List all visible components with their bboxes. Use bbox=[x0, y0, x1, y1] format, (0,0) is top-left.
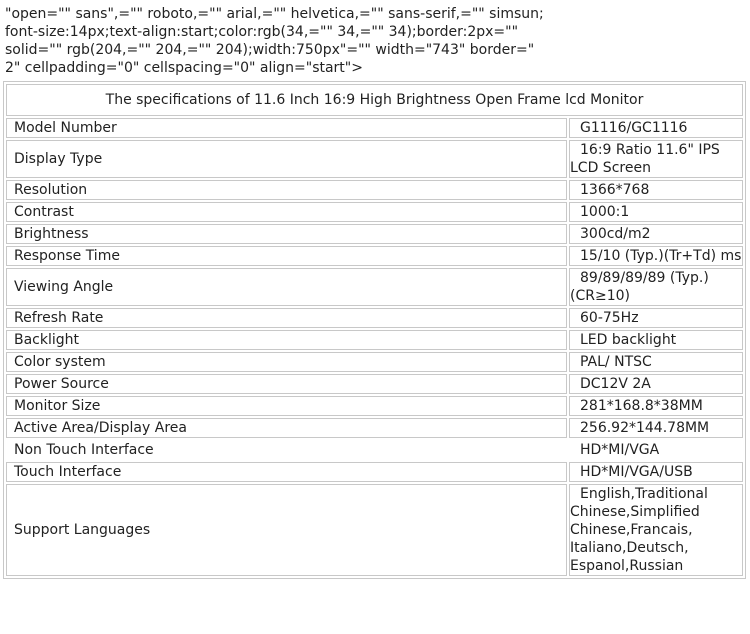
spec-value bbox=[569, 308, 743, 328]
table-title-row bbox=[6, 84, 743, 116]
table-row bbox=[6, 462, 743, 482]
spec-label: Active Area/Display Area bbox=[6, 418, 567, 438]
spec-value-text: 256.92*144.78MM bbox=[580, 420, 710, 436]
spec-value bbox=[569, 440, 743, 460]
spec-label: Contrast bbox=[6, 202, 567, 222]
spec-value-text: LED backlight bbox=[580, 332, 677, 348]
spec-value bbox=[569, 118, 743, 138]
table-row bbox=[6, 202, 743, 222]
spec-value-text: PAL/ NTSC bbox=[580, 354, 652, 370]
spec-value bbox=[569, 462, 743, 482]
spec-value-text: DC12V 2A bbox=[580, 376, 651, 392]
spec-value bbox=[569, 224, 743, 244]
spec-value bbox=[569, 180, 743, 200]
spec-value bbox=[569, 330, 743, 350]
table-row bbox=[6, 484, 743, 576]
table-row bbox=[6, 330, 743, 350]
spec-label: Refresh Rate bbox=[6, 308, 567, 328]
spec-value bbox=[569, 484, 743, 576]
table-row bbox=[6, 268, 743, 306]
spec-value bbox=[569, 352, 743, 372]
spec-value bbox=[569, 396, 743, 416]
spec-label: Display Type bbox=[6, 140, 567, 178]
table-title: The specifications of 11.6 Inch 16:9 High Brightness Open Frame lcd Monitor bbox=[6, 84, 743, 116]
spec-value-text: 300cd/m2 bbox=[580, 226, 651, 242]
spec-value bbox=[569, 246, 743, 266]
spec-value-text: 1000:1 bbox=[580, 204, 630, 220]
spec-value-text: 15/10 (Typ.)(Tr+Td) ms bbox=[580, 248, 742, 264]
spec-label: Resolution bbox=[6, 180, 567, 200]
spec-value bbox=[569, 202, 743, 222]
spec-label: Power Source bbox=[6, 374, 567, 394]
spec-label: Touch Interface bbox=[6, 462, 567, 482]
spec-label: Non Touch Interface bbox=[14, 442, 154, 458]
table-row bbox=[6, 246, 743, 266]
spec-label: Response Time bbox=[6, 246, 567, 266]
spec-label: Color system bbox=[6, 352, 567, 372]
leaked-html-attribute-text: "open="" sans",="" roboto,="" arial,="" helvetica,="" sans-serif,="" simsun; font-size:14px;text-align:start;color:rgb(34,="" 34,="" 34);border:2px="" solid="" rgb(204,="" 204,="" 204);width:750px"="" width="743" border=" 2" cellpadding="0" cellspacing="0" align="start"> bbox=[5, 6, 544, 76]
table-row bbox=[6, 440, 743, 460]
spec-value-text: 281*168.8*38MM bbox=[580, 398, 703, 414]
spec-value-text: 60-75Hz bbox=[580, 310, 639, 326]
spec-label: Backlight bbox=[6, 330, 567, 350]
spec-value bbox=[569, 418, 743, 438]
spec-value-text: 16:9 Ratio 11.6" IPS LCD Screen bbox=[570, 142, 720, 176]
table-row bbox=[6, 180, 743, 200]
spec-label: Model Number bbox=[6, 118, 567, 138]
table-row bbox=[6, 140, 743, 178]
spec-value-text: G1116/GC1116 bbox=[580, 120, 688, 136]
spec-value-text: HD*MI/VGA bbox=[580, 442, 660, 458]
table-row bbox=[6, 418, 743, 438]
table-row bbox=[6, 352, 743, 372]
spec-label: Support Languages bbox=[6, 484, 567, 576]
spec-value bbox=[569, 268, 743, 306]
spec-value-text: HD*MI/VGA/USB bbox=[580, 464, 693, 480]
spec-label: Monitor Size bbox=[6, 396, 567, 416]
spec-value-text: English,Traditional Chinese,Simplified Chinese,Francais, Italiano,Deutsch, Espanol,Russian bbox=[570, 486, 708, 574]
table-row bbox=[6, 396, 743, 416]
spec-value bbox=[569, 374, 743, 394]
table-row bbox=[6, 224, 743, 244]
spec-label: Viewing Angle bbox=[6, 268, 567, 306]
spec-value bbox=[569, 140, 743, 178]
spec-label: Brightness bbox=[6, 224, 567, 244]
table-row bbox=[6, 118, 743, 138]
specifications-table bbox=[3, 81, 746, 579]
table-row bbox=[6, 374, 743, 394]
table-row bbox=[6, 308, 743, 328]
spec-value-text: 89/89/89/89 (Typ.)(CR≥10) bbox=[570, 270, 709, 304]
spec-value-text: 1366*768 bbox=[580, 182, 650, 198]
